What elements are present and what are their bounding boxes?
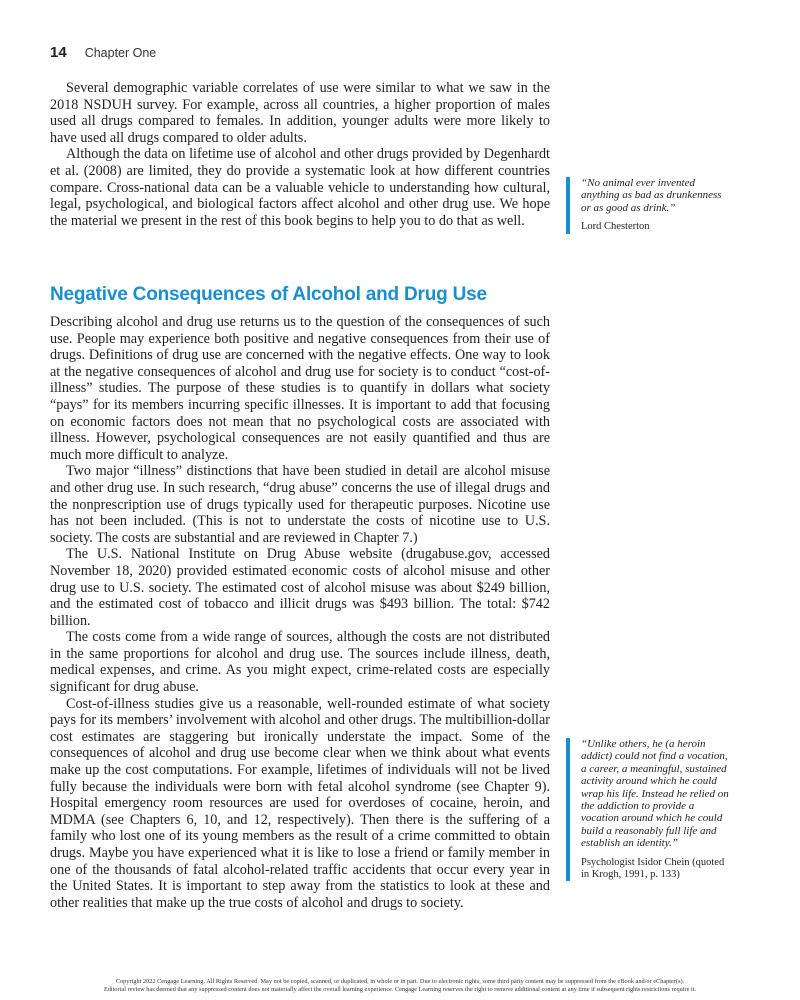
paragraph: The U.S. National Institute on Drug Abuse website (drugabuse.gov, accessed November 18, 2020) provided estimated economic costs of alcohol misuse and other drug use to U.S. society. The estimated cost of alcohol misuse was about $249 billion, and the estimated cost of tobacco and illicit drugs was $493 billion. The total: $742 billion. <box>50 546 550 629</box>
paragraph: Describing alcohol and drug use returns us to the question of the consequences of such use. People may experience both positive and negative consequences from their use of drugs. Definitions of drug use are concerned with the negative effects. One way to look at the negative consequences of alcohol and drug use for society is to conduct “cost-of-illness” studies. The purpose of these studies is to quantify in dollars what society “pays” for its members incurring specific illnesses. It is important to add that focusing on economic factors does not mean that no psychological costs are associated with illness. However, psychological consequences are not easily quantified and thus are much more difficult to analyze. <box>50 314 550 463</box>
chapter-title: Chapter One <box>84 46 157 60</box>
section-heading: Negative Consequences of Alcohol and Drug Use <box>50 284 487 305</box>
paragraph: Two major “illness” distinctions that have been studied in detail are alcohol misuse and other drug use. In such research, “drug abuse” concerns the use of illegal drugs and the nonprescription use of drugs typically used for therapeutic purposes. Nicotine use has not been included. (This is not to understate the costs of nicotine use to U.S. society. The costs are substantial and are reviewed in Chapter 7.) <box>50 463 550 546</box>
copyright-footer <box>40 978 760 994</box>
intro-text <box>50 80 550 229</box>
margin-quote <box>566 177 733 234</box>
paragraph: Although the data on lifetime use of alcohol and other drugs provided by Degenhardt et al. (2008) are limited, they do provide a systematic look at how different countries compare. Cross-national data can be a valuable vehicle to understanding how cultural, legal, psychological, and biological factors affect alcohol and other drug use. We hope the material we present in the rest of this book begins to help you to do that as well. <box>50 146 550 229</box>
page-number: 14 <box>50 44 67 61</box>
paragraph: The costs come from a wide range of sources, although the costs are not distributed in the same proportions for alcohol and drug use. The sources include illness, death, medical expenses, and crime. As you might expect, crime-related costs are especially significant for drug abuse. <box>50 629 550 696</box>
paragraph: Several demographic variable correlates of use were similar to what we saw in the 2018 NSDUH survey. For example, across all countries, a higher proportion of males used all drugs compared to females. In addition, younger adults were more likely to have used all drugs compared to older adults. <box>50 80 550 146</box>
quote-attribution: Psychologist Isidor Chein (quoted in Krogh, 1991, p. 133) <box>581 856 725 881</box>
footer-line: Copyright 2022 Cengage Learning. All Rights Reserved. May not be copied, scanned, or duplicated, in whole or in part. Due to electronic rights, some third party content may be suppressed from the eBook and/or eChapter(s). <box>115 978 685 985</box>
quote-attribution: Lord Chesterton <box>581 221 650 233</box>
quote-text: “No animal ever invented anything as bad as drunkenness or as good as drink.” <box>581 177 722 214</box>
section-body <box>50 314 550 911</box>
margin-quote <box>566 738 733 881</box>
quote-text: “Unlike others, he (a heroin addict) could not find a vocation, a career, a meaningful, sustained activity around which he could wrap his life. Instead he relied on the addiction to provide a vocation around which he could build a reasonably full life and establish an identity.” <box>581 738 729 850</box>
footer-line: Editorial review has deemed that any suppressed content does not materially affect the overall learning experience. Cengage Learning reserves the right to remove additional content at any time if subsequent rights restrictions require it. <box>103 986 697 993</box>
paragraph: Cost-of-illness studies give us a reasonable, well-rounded estimate of what society pays for its members’ involvement with alcohol and other drugs. The multibillion-dollar cost estimates are staggering but ironically understate the impact. Some of the consequences of alcohol and drug use become clear when we think about what events make up the cost computations. For example, lifetimes of individuals will not be lived fully because the individuals were born with fetal alcohol syndrome (see Chapter 9). Hospital emergency room resources are used for overdoses of cocaine, heroin, and MDMA (see Chapters 6, 10, and 12, respectively). Then there is the suffering of a family who lost one of its young members as the result of a crime committed to obtain drugs. Maybe you have experienced what it is like to lose a friend or family member in one of the thousands of fatal alcohol-related traffic accidents that occur every year in the United States. It is important to step away from the statistics to look at these and other realities that make up the true costs of alcohol and drugs to society. <box>50 695 550 911</box>
running-header <box>50 44 156 64</box>
